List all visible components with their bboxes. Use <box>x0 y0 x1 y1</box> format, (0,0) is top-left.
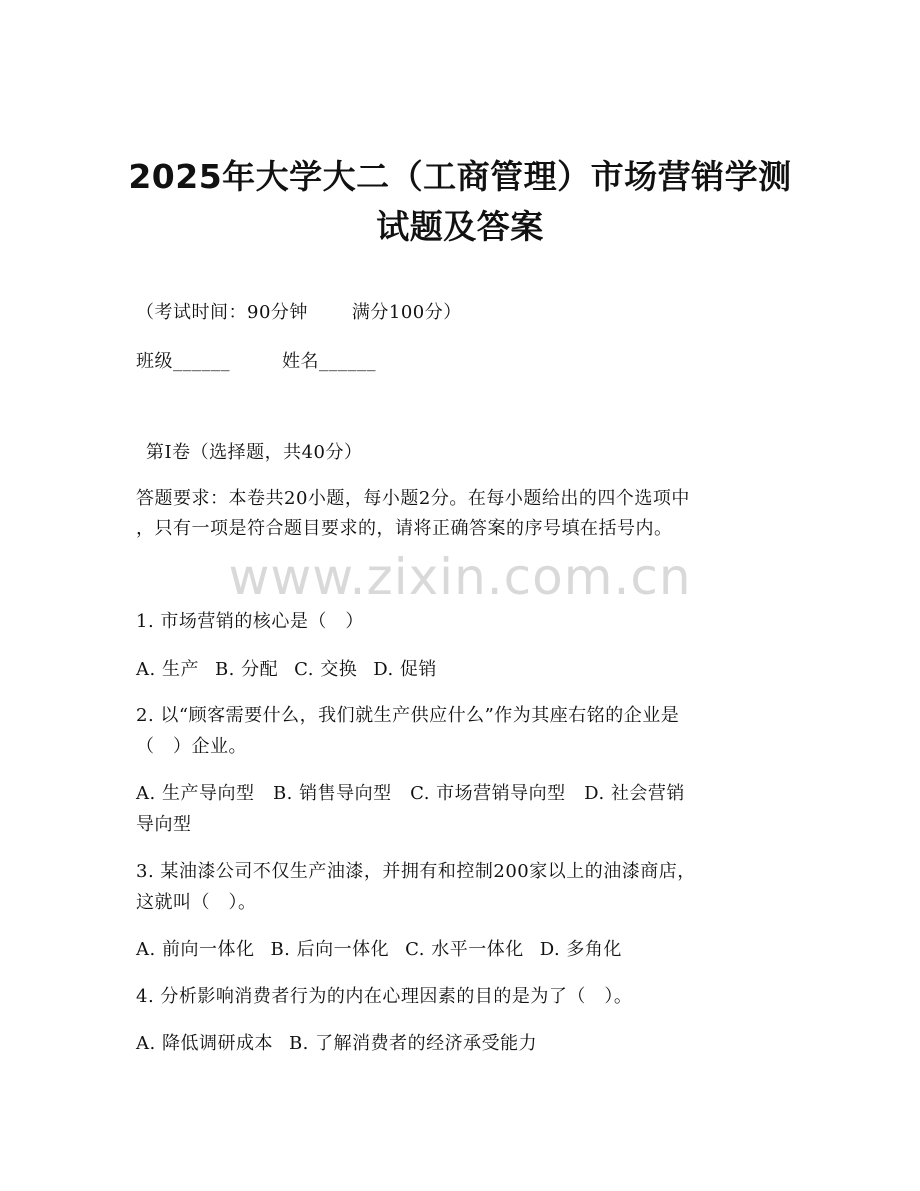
question-3-option-a: A. 前向一体化 <box>136 939 255 960</box>
question-3-option-c: C. 水平一体化 <box>405 939 524 960</box>
question-3-stem-line-1: 3. 某油漆公司不仅生产油漆，并拥有和控制200家以上的油漆商店， <box>136 861 696 882</box>
class-field: 班级______ <box>136 351 230 372</box>
question-1-option-c: C. 交换 <box>294 659 358 680</box>
question-3-stem-line-2: 这就叫（ ）。 <box>136 892 257 913</box>
document-title-line-2: 试题及答案 <box>376 207 544 246</box>
student-info <box>136 348 786 376</box>
question-4-option-a: A. 降低调研成本 <box>136 1033 273 1054</box>
question-3-options <box>136 936 786 964</box>
question-4-option-b: B. 了解消费者的经济承受能力 <box>288 1033 538 1054</box>
question-2-stem-line-1: 2. 以“顾客需要什么，我们就生产供应什么”作为其座右铭的企业是 <box>136 705 680 726</box>
question-1-option-b: B. 分配 <box>214 659 279 680</box>
question-2-options-line-2: 导向型 <box>136 814 192 835</box>
full-score: 满分100分） <box>351 302 462 323</box>
document-title-line-1: 2025年大学大二（工商管理）市场营销学测 <box>128 157 792 196</box>
question-1-option-d: D. 促销 <box>373 659 437 680</box>
instructions-line-2: ，只有一项是符合题目要求的，请将正确答案的序号填在括号内。 <box>136 518 673 539</box>
exam-time: （考试时间：90分钟 <box>136 302 308 323</box>
question-4-stem: 4. 分析影响消费者行为的内在心理因素的目的是为了（ ）。 <box>136 986 633 1007</box>
question-1-stem: 1. 市场营销的核心是（ ） <box>136 611 364 632</box>
question-3-option-b: B. 后向一体化 <box>270 939 390 960</box>
instructions-line-1: 答题要求：本卷共20小题，每小题2分。在每小题给出的四个选项中 <box>136 488 690 509</box>
section-heading: 第Ⅰ卷（选择题，共40分） <box>146 442 363 463</box>
question-1-options <box>136 656 786 684</box>
question-4-options <box>136 1030 786 1058</box>
question-2-options-line-1: A. 生产导向型 B. 销售导向型 C. 市场营销导向型 D. 社会营销 <box>136 783 685 804</box>
question-1-option-a: A. 生产 <box>136 659 199 680</box>
name-field: 姓名______ <box>282 351 376 372</box>
exam-info <box>136 299 786 327</box>
question-2-stem-line-2: （ ）企业。 <box>136 736 247 757</box>
watermark: www.zixin.com.cn <box>228 548 692 606</box>
question-3-option-d: D. 多角化 <box>539 939 622 960</box>
